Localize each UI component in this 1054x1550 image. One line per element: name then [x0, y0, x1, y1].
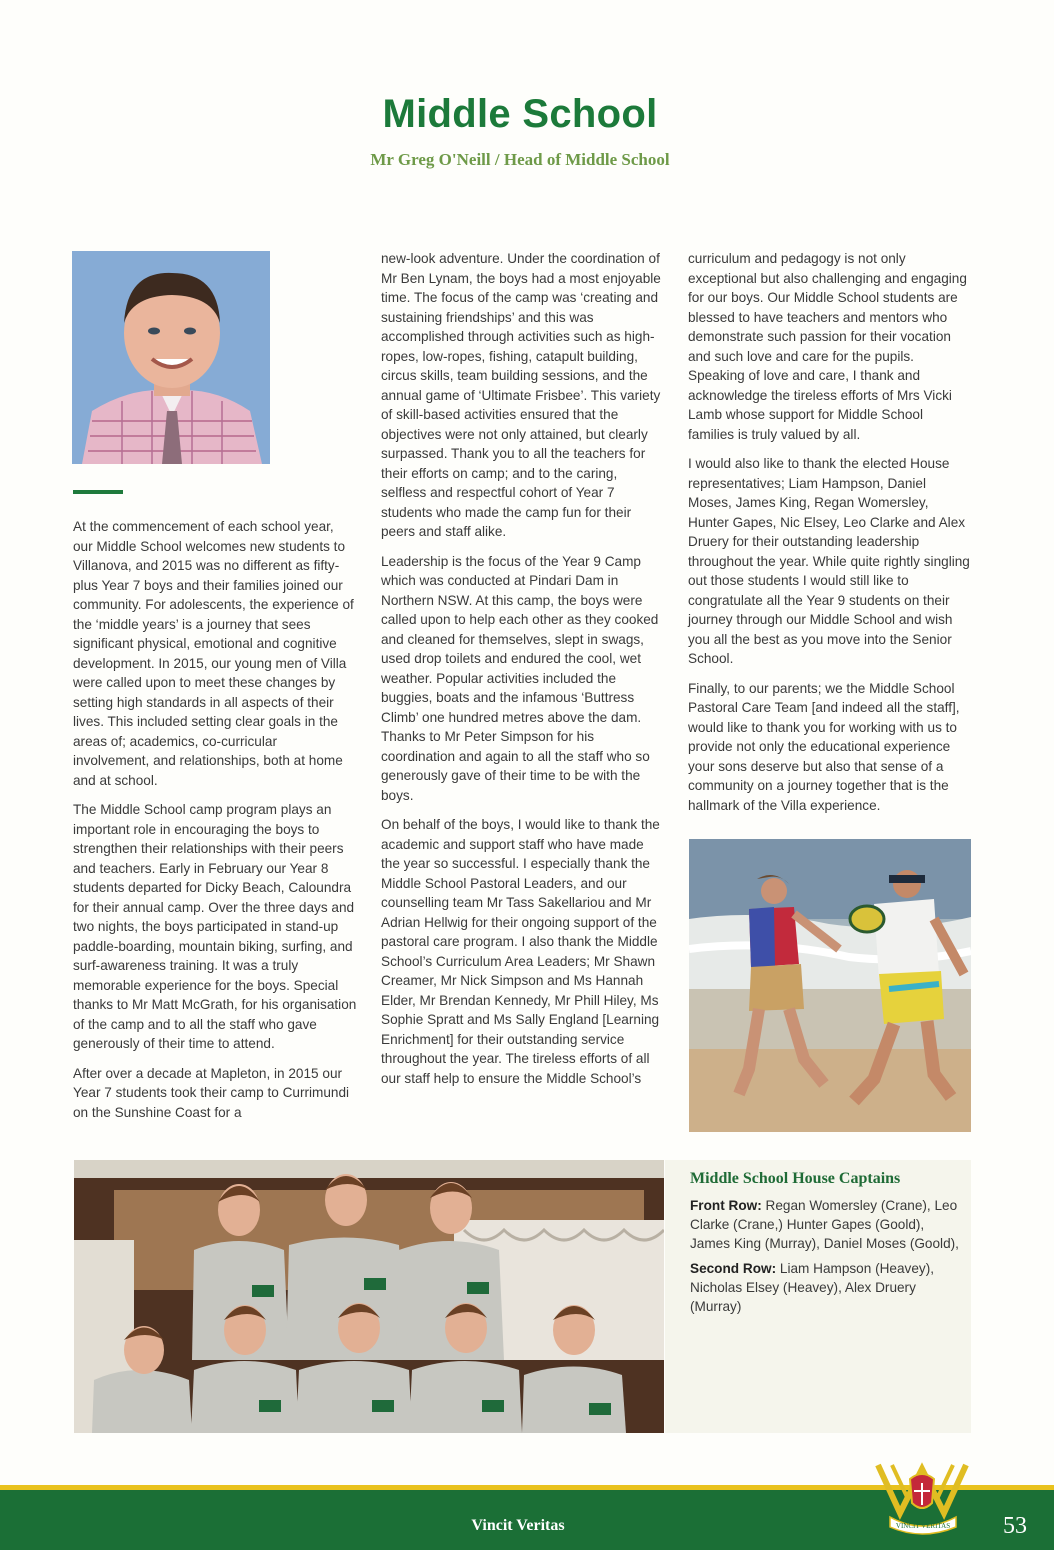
paragraph: I would also like to thank the elected House representatives; Liam Hampson, Daniel Moses, James King, Regan Womersley, Hunter Gapes, Nic Elsey, Leo Clarke and Alex Druery for their outstanding leadership throughout the year. While quite rightly singling out those students I would still like to congratulate all the Year 9 students on their journey through our Middle School and wish you all the best as you move into the Senior School.	[688, 456, 970, 666]
crest-motto: VINCIT VERITAS	[895, 1522, 951, 1530]
house-captains-group-photo	[74, 1160, 664, 1433]
captions-title: Middle School House Captains	[690, 1170, 901, 1187]
paragraph: curriculum and pedagogy is not only exceptional but also challenging and engaging for our boys. Our Middle School students are blessed to have teachers and mentors who demonstrate such passion for their vocation and such love and care for the pupils. Speaking of love and care, I thank and acknowledge the tireless efforts of Mrs Vicki Lamb whose support for Middle School families is truly valued by all.	[688, 251, 967, 442]
paragraph: After over a decade at Mapleton, in 2015 our Year 7 students took their camp to Currimundi on the Sunshine Coast for a	[73, 1065, 350, 1120]
beach-rugby-photo	[689, 839, 971, 1132]
page-title: Middle School	[382, 92, 658, 136]
paragraph: The Middle School camp program plays an important role in encouraging the boys to strengthen their relationships with their peers and teachers. Early in February our Year 8 students departed for Dicky Beach, Caloundra for their annual camp. Over the three days and two nights, the boys participated in stand-up paddle-boarding, mountain biking, surfing, and surf-awareness training. It was a truly memorable experience for the boys. Special thanks to Mr Matt McGrath, for his organisation of the camp and to all the staff who gave generously of their time to attend.	[73, 802, 357, 1051]
front-row-label: Front Row:	[690, 1198, 762, 1213]
page-number: 53	[1003, 1513, 1027, 1539]
second-row-label: Second Row:	[690, 1261, 777, 1276]
paragraph: Leadership is the focus of the Year 9 Camp which was conducted at Pindari Dam in Northern NSW. At this camp, the boys were called upon to help each other as they cooked and cleaned for themselves, slept in swags, used drop toilets and endured the cool, wet weather. Popular activities included the buggies, boats and the infamous ‘Buttress Climb’ one hundred metres above the dam. Thanks to Mr Peter Simpson for his coordination and again to all the staff who so generously gave of their time to be with the boys.	[381, 553, 659, 803]
body-column-1	[73, 517, 357, 1132]
body-column-3	[688, 249, 970, 825]
captions-body	[690, 1196, 960, 1322]
paragraph: Finally, to our parents; we the Middle School Pastoral Care Team [and indeed all the staff], would like to thank you for working with us to provide not only the educational experience your sons deserve but also that sense of a community on a journey together that is the hallmark of the Villa experience.	[688, 680, 960, 813]
front-row-names: Regan Womersley (Crane), Leo Clarke (Crane,) Hunter Gapes (Goold), James King (Murray), Daniel Moses (Goold),	[690, 1198, 959, 1251]
front-row-caption	[690, 1196, 960, 1253]
body-column-2	[381, 249, 664, 1098]
paragraph: At the commencement of each school year, our Middle School welcomes new students to Villanova, and 2015 was no different as fifty-plus Year 7 boys and their families joined our community. For adolescents, the experience of the ‘middle years’ is a journey that sees significant physical, emotional and cognitive development. In 2015, our young men of Villa were called upon to meet these changes by setting high standards in all aspects of their lives. This included setting clear goals in the areas of; academics, co-curricular involvement, and relationships, both at home and at school.	[73, 519, 354, 788]
author-byline: Mr Greg O'Neill / Head of Middle School	[370, 150, 670, 169]
paragraph: On behalf of the boys, I would like to thank the academic and support staff who have made the year so successful. I especially thank the Middle School Pastoral Leaders, and our counselling team Mr Tass Sakellariou and Mr Adrian Hellwig for their ongoing support of the pastoral care program. I also thank the Middle School’s Curriculum Area Leaders; Mr Shawn Creamer, Mr Nick Simpson and Ms Hannah Elder, Mr Brendan Kennedy, Mr Phill Hiley, Ms Sophie Spratt and Ms Sally England [Learning Enrichment] for their outstanding service throughout the year. The tireless efforts of all our staff help to ensure the Middle School’s	[381, 817, 660, 1086]
paragraph: new-look adventure. Under the coordination of Mr Ben Lynam, the boys had a most enjoyable time. The focus of the camp was ‘creating and sustaining friendships’ and this was accomplished through activities such as high-ropes, low-ropes, fishing, catapult building, circus skills, team building sessions, and the annual game of ‘Ultimate Frisbee’. This variety of skill-based activities ensured that the objectives were not only attained, but clearly surpassed. Thank you to all the teachers for their efforts on camp; and to the caring, selfless and respectful cohort of Year 7 students who made the camp fun for their peers and staff alike.	[381, 251, 661, 539]
second-row-caption	[690, 1259, 960, 1316]
school-crest-icon	[870, 1455, 975, 1540]
second-row-names: Liam Hampson (Heavey), Nicholas Elsey (Heavey), Alex Druery (Murray)	[690, 1261, 935, 1314]
footer-motto: Vincit Veritas	[471, 1517, 565, 1534]
portrait-photo	[72, 251, 270, 464]
accent-divider	[73, 490, 123, 494]
